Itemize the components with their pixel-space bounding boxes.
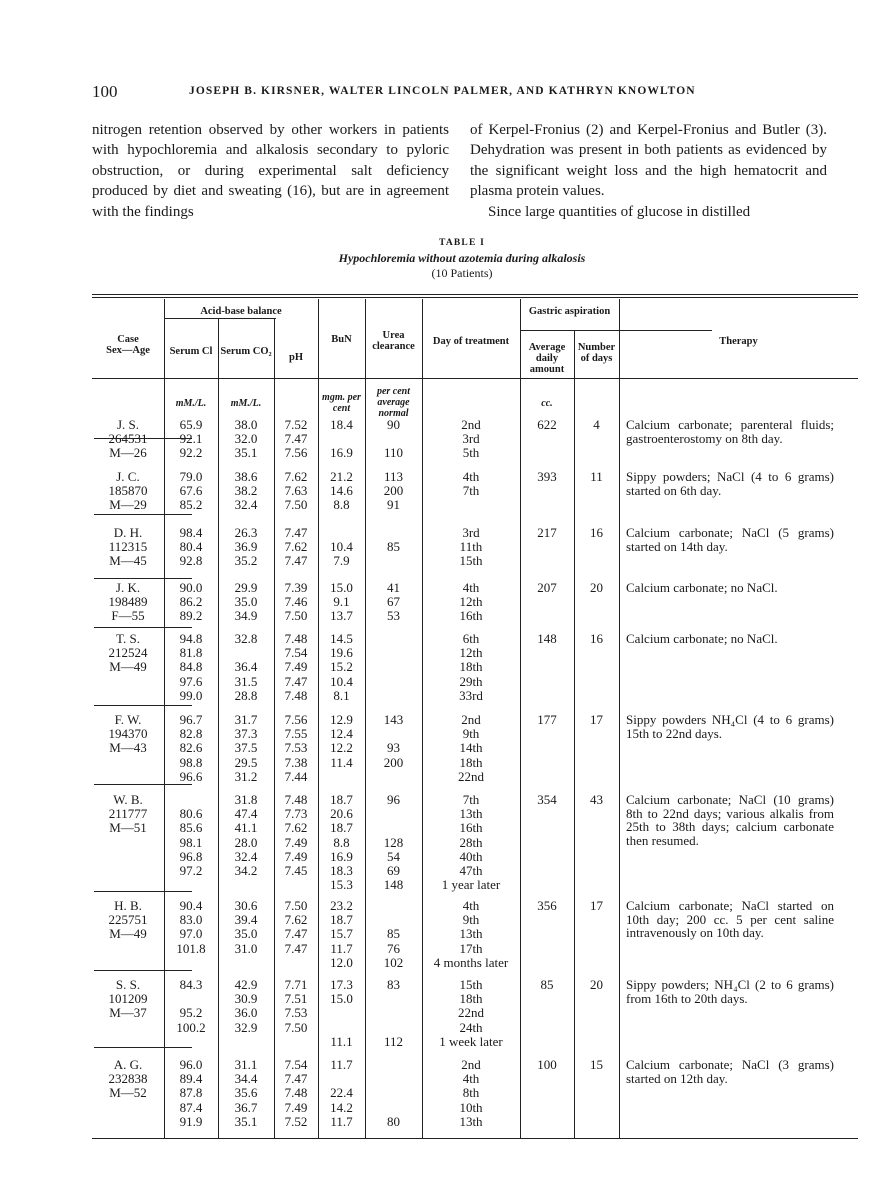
cell-urea: 96 128 54 69 148	[383, 792, 404, 893]
cell-serum-co2: 29.9 35.0 34.9	[234, 580, 258, 624]
table-top-rule-2	[92, 297, 858, 298]
running-header-authors: JOSEPH B. KIRSNER, WALTER LINCOLN PALMER, AND KATHRYN KNOWLTON	[189, 85, 696, 97]
cell-serum-co2: 38.0 32.0 35.1	[234, 417, 258, 461]
cell-serum-cl: 96.7 82.8 82.6 98.8 96.6	[179, 712, 203, 784]
cell-bun: 11.7 22.4 14.2 11.7	[330, 1057, 353, 1129]
cell-num: 43	[590, 792, 603, 807]
cell-bun: 21.2 14.6 8.8	[330, 469, 353, 513]
case-header	[92, 334, 164, 356]
cell-ph: 7.62 7.63 7.50	[284, 469, 308, 513]
cell-bun: 18.4 16.9	[330, 417, 353, 461]
right-column-paragraph-2: Since large quantities of glucose in distilled	[488, 203, 751, 220]
cell-urea: 85 76 102	[383, 926, 404, 970]
cell-urea: 113 200 91	[383, 469, 404, 513]
cell-day: 2nd 3rd 5th	[461, 417, 481, 461]
cell-urea: 90 110	[383, 417, 404, 461]
cell-therapy: Calcium carbonate; no NaCl.	[626, 580, 778, 595]
acid-base-group-rule	[164, 318, 276, 319]
group-rule	[94, 1047, 192, 1048]
unit-serum-cl: mM./L.	[175, 398, 207, 409]
cell-avg: 217	[537, 525, 557, 540]
cell-bun: 14.5 19.6 15.2 10.4 8.1	[330, 631, 353, 703]
right-column	[470, 120, 827, 222]
table-bottom-rule	[92, 1138, 858, 1139]
avg-daily-header: Average daily amount	[528, 342, 566, 375]
cell-ph: 7.71 7.51 7.53 7.50	[284, 977, 308, 1035]
cell-serum-cl: 98.4 80.4 92.8	[179, 525, 203, 569]
cell-serum-co2: 31.1 34.4 35.6 36.7 35.1	[234, 1057, 258, 1129]
cell-day: 6th 12th 18th 29th 33rd	[459, 631, 483, 703]
sex-age-header-line: Sex—Age	[106, 345, 150, 356]
page-number: 100	[92, 82, 118, 101]
table-top-rule	[92, 294, 858, 295]
cell-avg: 356	[537, 898, 557, 913]
cell-serum-cl: 96.0 89.4 87.8 87.4 91.9	[179, 1057, 203, 1129]
cell-therapy: Calcium carbonate; NaCl (5 grams) started on 14th day.	[626, 525, 834, 554]
cell-bun: 23.2 18.7 15.7 11.7 12.0	[330, 898, 353, 970]
cell-serum-cl: 79.0 67.6 85.2	[179, 469, 203, 513]
left-column-paragraph: nitrogen retention observed by other workers in patients with hypochloremia and alkalosis secondary to pyloric obstruction, or during experimental salt deficiency produced by diet and sweating (16), but are in agreement with the findings	[92, 122, 449, 220]
table-label: TABLE I	[439, 238, 485, 248]
group-rule	[94, 784, 192, 785]
cell-day: 7th 13th 16th 28th 40th 47th 1 year later	[441, 792, 501, 893]
serum-co2-header: Serum CO₂	[220, 346, 272, 357]
cell-ph: 7.54 7.47 7.48 7.49 7.52	[284, 1057, 308, 1129]
cell-case: D. H. 112315 M—45	[108, 525, 148, 569]
day-header: Day of treatment	[432, 336, 510, 347]
cell-serum-co2: 26.3 36.9 35.2	[234, 525, 258, 569]
group-rule	[94, 627, 192, 628]
cell-day: 4th 9th 13th 17th 4 months later	[433, 898, 509, 970]
cell-case: A. G. 232838 M—52	[108, 1057, 148, 1101]
cell-bun: 15.0 9.1 13.7	[330, 580, 353, 624]
col-rule	[574, 330, 575, 1138]
cell-num: 4	[593, 417, 600, 432]
cell-case: J. K. 198489 F—55	[108, 580, 148, 624]
table-subtitle: (10 Patients)	[431, 266, 493, 280]
case-header-line: Case	[117, 334, 139, 345]
cell-num: 15	[590, 1057, 603, 1072]
group-rule	[94, 970, 192, 971]
group-rule	[94, 578, 192, 579]
body-text	[92, 120, 832, 220]
cell-num: 11	[590, 469, 603, 484]
cell-therapy: Sippy powders; NH₄Cl (2 to 6 grams) from 16th to 20th days.	[626, 977, 834, 1006]
cell-day: 15th 18th 22nd 24th 1 week later	[439, 977, 503, 1049]
therapy-header: Therapy	[719, 336, 758, 347]
cell-day: 2nd 4th 8th 10th 13th	[459, 1057, 483, 1129]
cell-day: 3rd 11th 15th	[459, 525, 483, 569]
unit-serum-co2: mM./L.	[230, 398, 262, 409]
cell-therapy: Calcium carbonate; NaCl started on 10th day; 200 cc. 5 per cent saline intravenously on 10th day.	[626, 898, 834, 941]
cell-avg: 85	[540, 977, 554, 992]
gastric-header: Gastric aspiration	[528, 306, 611, 317]
cell-num: 20	[590, 977, 603, 992]
cell-ph: 7.48 7.54 7.49 7.47 7.48	[284, 631, 308, 703]
cell-urea: 80	[387, 1113, 400, 1129]
cell-serum-cl: 80.6 85.6 98.1 96.8 97.2	[179, 806, 203, 879]
unit-avg-daily: cc.	[541, 398, 553, 409]
cell-avg: 622	[537, 417, 557, 432]
cell-bun: 10.4 7.9	[330, 539, 353, 569]
cell-num: 17	[590, 898, 603, 913]
cell-serum-co2: 31.8 47.4 41.1 28.0 32.4 34.2	[234, 792, 258, 879]
cell-case: J. S. 264531 M—26	[108, 417, 148, 461]
num-days-header: Number of days	[577, 342, 616, 364]
cell-ph: 7.52 7.47 7.56	[284, 417, 308, 461]
cell-therapy: Sippy powders NH₄Cl (4 to 6 grams) 15th to 22nd days.	[626, 712, 834, 741]
cell-case: T. S. 212524 M—49	[108, 631, 148, 675]
cell-therapy: Calcium carbonate; NaCl (3 grams) started on 12th day.	[626, 1057, 834, 1086]
cell-case: S. S. 101209 M—37	[108, 977, 148, 1021]
cell-urea: 143 93 200	[383, 712, 404, 770]
cell-serum-cl: 94.8 81.8 84.8 97.6 99.0	[179, 631, 203, 703]
data-table	[92, 294, 858, 1139]
serum-cl-header: Serum Cl	[169, 346, 213, 357]
table-title: Hypochloremia without azotemia during alkalosis	[338, 251, 586, 265]
cell-case: J. C. 185870 M—29	[108, 469, 148, 513]
cell-urea: 85	[387, 539, 400, 555]
cell-serum-cl: 90.4 83.0 97.0 101.8	[176, 898, 206, 956]
cell-num: 16	[590, 631, 603, 646]
cell-num: 16	[590, 525, 603, 540]
cell-serum-cl: 65.9 92.1 92.2	[179, 417, 203, 461]
cell-serum-co2: 38.6 38.2 32.4	[234, 469, 258, 513]
group-rule	[94, 891, 192, 892]
table-header-rule	[92, 378, 858, 379]
cell-serum-co2: 30.6 39.4 35.0 31.0	[234, 898, 258, 956]
cell-serum-co2: 31.7 37.3 37.5 29.5 31.2	[234, 712, 258, 784]
cell-therapy: Sippy powders; NaCl (4 to 6 grams) started on 6th day.	[626, 469, 834, 498]
group-rule	[94, 514, 192, 515]
cell-day: 4th 7th	[462, 469, 480, 499]
running-header	[92, 82, 827, 102]
cell-serum-co2: 42.9 30.9 36.0 32.9	[234, 977, 258, 1035]
right-column-paragraph-1: of Kerpel-Fronius (2) and Kerpel-Fronius and Butler (3). Dehydration was present in both patients as evidenced by the significant weight loss and the high hematocrit and plasma protein values.	[470, 122, 827, 200]
bun-header: BuN	[331, 334, 352, 345]
cell-avg: 148	[537, 631, 557, 646]
cell-avg: 100	[537, 1057, 557, 1072]
cell-ph: 7.56 7.55 7.53 7.38 7.44	[284, 712, 308, 784]
cell-urea: 83 112	[383, 977, 404, 1049]
gastric-group-rule	[520, 330, 712, 331]
cell-avg: 354	[537, 792, 557, 807]
cell-bun: 18.7 20.6 18.7 8.8 16.9 18.3 15.3	[330, 792, 353, 893]
unit-urea: per cent average normal	[376, 386, 411, 419]
group-rule	[94, 705, 192, 706]
cell-case: F. W. 194370 M—43	[108, 712, 148, 756]
cell-avg: 393	[537, 469, 557, 484]
cell-avg: 207	[537, 580, 557, 595]
cell-case: H. B. 225751 M—49	[108, 898, 148, 942]
cell-avg: 177	[537, 712, 557, 727]
col-rule	[619, 299, 620, 1138]
cell-num: 17	[590, 712, 603, 727]
cell-ph: 7.50 7.62 7.47 7.47	[284, 898, 308, 956]
ph-header: pH	[288, 352, 303, 363]
cell-serum-cl: 90.0 86.2 89.2	[179, 580, 203, 624]
left-column	[92, 120, 449, 222]
cell-day: 2nd 9th 14th 18th 22nd	[458, 712, 484, 784]
cell-serum-co2: 32.8 36.4 31.5 28.8	[234, 631, 258, 703]
cell-num: 20	[590, 580, 603, 595]
cell-ph: 7.39 7.46 7.50	[284, 580, 308, 624]
acid-base-header: Acid-base balance	[200, 306, 282, 317]
cell-case: W. B. 211777 M—51	[108, 792, 148, 836]
table-caption	[92, 236, 832, 281]
cell-therapy: Calcium carbonate; no NaCl.	[626, 631, 778, 646]
cell-bun: 12.9 12.4 12.2 11.4	[330, 712, 353, 770]
cell-day: 4th 12th 16th	[459, 580, 483, 624]
unit-bun: mgm. per cent	[322, 392, 361, 414]
cell-bun: 17.3 15.0 11.1	[330, 977, 353, 1049]
cell-ph: 7.48 7.73 7.62 7.49 7.49 7.45	[284, 792, 308, 879]
cell-therapy: Calcium carbonate; parenteral fluids; gastroenterostomy on 8th day.	[626, 417, 834, 446]
cell-therapy: Calcium carbonate; NaCl (10 grams) 8th to 22nd days; various alkalis from 25th to 38th days; calcium carbonate then resumed.	[626, 792, 834, 848]
cell-urea: 41 67 53	[387, 580, 400, 624]
cell-serum-cl: 84.3 95.2 100.2	[176, 977, 206, 1035]
cell-ph: 7.47 7.62 7.47	[284, 525, 308, 569]
urea-header: Urea clearance	[372, 330, 415, 352]
